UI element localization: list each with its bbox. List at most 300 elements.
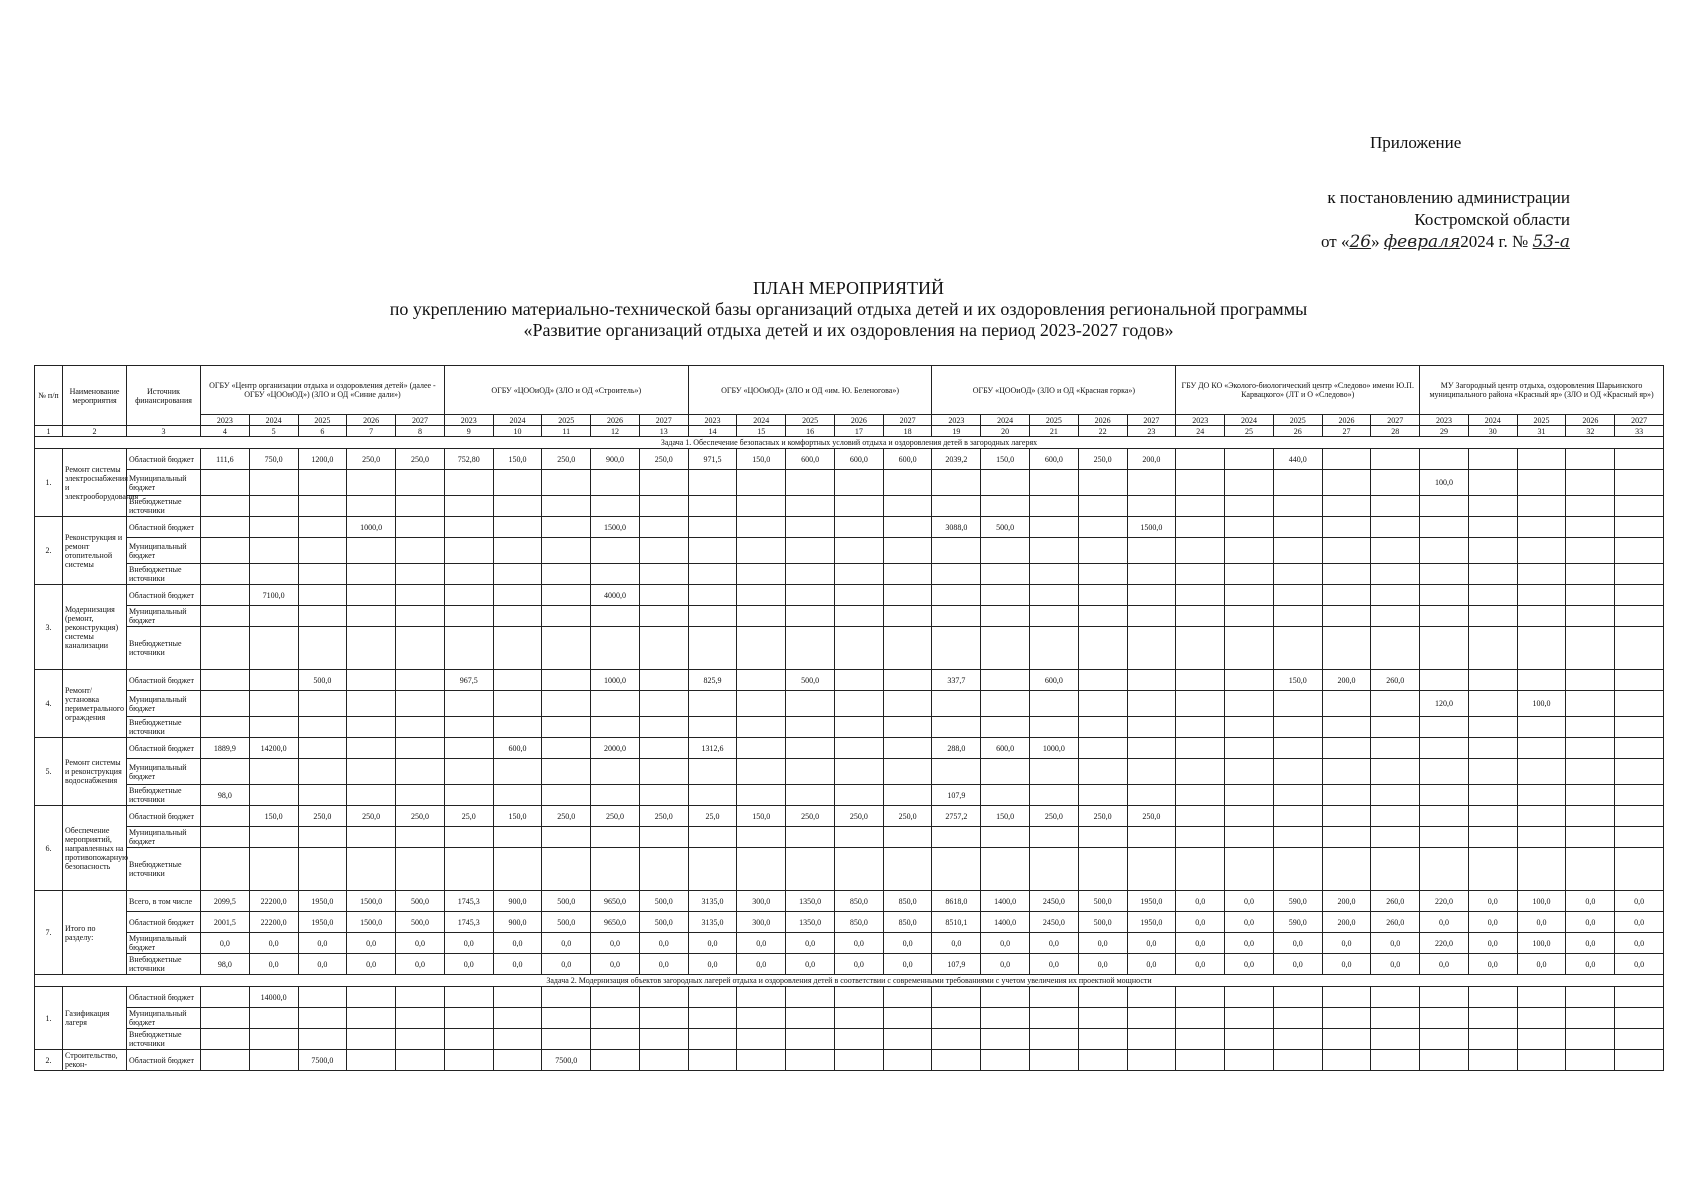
value-cell — [981, 987, 1030, 1008]
funding-source: Внебюджетные источники — [127, 717, 201, 738]
value-cell — [688, 564, 737, 585]
value-cell — [883, 1008, 932, 1029]
value-cell — [1566, 670, 1615, 691]
value-cell — [688, 538, 737, 564]
value-cell — [1371, 496, 1420, 517]
value-cell — [1273, 496, 1322, 517]
value-cell: 0,0 — [493, 933, 542, 954]
value-cell: 0,0 — [981, 954, 1030, 975]
funding-source: Внебюджетные источники — [127, 564, 201, 585]
value-cell — [591, 848, 640, 891]
value-cell — [542, 987, 591, 1008]
value-cell — [639, 538, 688, 564]
value-cell — [639, 627, 688, 670]
value-cell — [1225, 496, 1274, 517]
value-cell — [1371, 1008, 1420, 1029]
value-cell — [1468, 470, 1517, 496]
value-cell: 0,0 — [1420, 912, 1469, 933]
value-cell — [396, 759, 445, 785]
value-cell: 250,0 — [639, 806, 688, 827]
value-cell — [1322, 1008, 1371, 1029]
value-cell — [1371, 449, 1420, 470]
value-cell: 9650,0 — [591, 912, 640, 933]
value-cell: 1000,0 — [1030, 738, 1079, 759]
value-cell: 25,0 — [444, 806, 493, 827]
plan-table-header — [35, 366, 1664, 437]
value-cell — [981, 627, 1030, 670]
value-cell — [201, 759, 250, 785]
value-cell — [786, 470, 835, 496]
value-cell — [201, 987, 250, 1008]
value-cell — [444, 785, 493, 806]
value-cell: 107,9 — [932, 954, 981, 975]
value-cell — [834, 564, 883, 585]
plan-table-body — [35, 437, 1664, 1071]
value-cell — [201, 691, 250, 717]
task-heading: Задача 2. Модернизация объектов загородных лагерей отдыха и оздоровления детей в соответствии с современными требованиями с учетом увеличения их проектной мощности — [35, 975, 1664, 987]
value-cell — [932, 759, 981, 785]
column-number: 5 — [249, 426, 298, 437]
value-cell: 2757,2 — [932, 806, 981, 827]
table-row — [35, 759, 1664, 785]
value-cell — [1273, 517, 1322, 538]
value-cell — [1078, 538, 1127, 564]
value-cell — [1127, 496, 1176, 517]
year-header: 2023 — [444, 415, 493, 426]
value-cell: 1500,0 — [347, 891, 396, 912]
value-cell: 590,0 — [1273, 891, 1322, 912]
value-cell — [1566, 1008, 1615, 1029]
value-cell — [1420, 1050, 1469, 1071]
plan-table — [34, 365, 1664, 1071]
value-cell — [591, 1008, 640, 1029]
value-cell — [1176, 717, 1225, 738]
value-cell — [493, 606, 542, 627]
funding-source: Муниципальный бюджет — [127, 691, 201, 717]
year-header: 2025 — [786, 415, 835, 426]
value-cell — [1615, 848, 1664, 891]
column-number: 4 — [201, 426, 250, 437]
value-cell — [1030, 987, 1079, 1008]
value-cell: 0,0 — [1078, 954, 1127, 975]
value-cell — [1078, 627, 1127, 670]
value-cell: 200,0 — [1322, 912, 1371, 933]
table-row — [35, 670, 1664, 691]
value-cell — [1030, 585, 1079, 606]
value-cell: 150,0 — [737, 806, 786, 827]
table-row — [35, 987, 1664, 1008]
value-cell — [1420, 670, 1469, 691]
value-cell — [1371, 1029, 1420, 1050]
value-cell — [1322, 564, 1371, 585]
value-cell — [249, 827, 298, 848]
value-cell — [1030, 848, 1079, 891]
column-number: 28 — [1371, 426, 1420, 437]
value-cell — [347, 987, 396, 1008]
value-cell — [1273, 827, 1322, 848]
funding-source: Областной бюджет — [127, 912, 201, 933]
column-number: 18 — [883, 426, 932, 437]
value-cell — [981, 691, 1030, 717]
value-cell — [1176, 1008, 1225, 1029]
value-cell — [1468, 806, 1517, 827]
value-cell: 0,0 — [1273, 954, 1322, 975]
value-cell: 1312,6 — [688, 738, 737, 759]
value-cell — [444, 759, 493, 785]
value-cell — [1517, 717, 1566, 738]
value-cell — [591, 538, 640, 564]
value-cell — [737, 670, 786, 691]
value-cell — [737, 1029, 786, 1050]
value-cell — [737, 759, 786, 785]
column-number: 10 — [493, 426, 542, 437]
year-header: 2023 — [932, 415, 981, 426]
value-cell — [1030, 496, 1079, 517]
column-number: 14 — [688, 426, 737, 437]
value-cell — [1127, 717, 1176, 738]
value-cell — [688, 627, 737, 670]
value-cell — [1615, 496, 1664, 517]
value-cell — [1127, 670, 1176, 691]
year-header: 2027 — [883, 415, 932, 426]
value-cell: 98,0 — [201, 954, 250, 975]
value-cell — [1030, 1050, 1079, 1071]
year-header: 2024 — [981, 415, 1030, 426]
value-cell — [298, 517, 347, 538]
value-cell: 0,0 — [1566, 891, 1615, 912]
value-cell: 7500,0 — [542, 1050, 591, 1071]
value-cell — [688, 848, 737, 891]
value-cell — [1468, 848, 1517, 891]
value-cell — [249, 517, 298, 538]
table-row — [35, 717, 1664, 738]
value-cell — [1468, 1050, 1517, 1071]
value-cell: 2000,0 — [591, 738, 640, 759]
value-cell: 0,0 — [688, 954, 737, 975]
year-header: 2024 — [737, 415, 786, 426]
value-cell — [834, 538, 883, 564]
value-cell: 500,0 — [396, 891, 445, 912]
value-cell: 850,0 — [834, 912, 883, 933]
value-cell — [1273, 806, 1322, 827]
value-cell: 14000,0 — [249, 987, 298, 1008]
value-cell — [444, 848, 493, 891]
year-header: 2023 — [1176, 415, 1225, 426]
value-cell — [981, 1050, 1030, 1071]
value-cell — [688, 1008, 737, 1029]
table-row — [35, 848, 1664, 891]
value-cell — [932, 717, 981, 738]
column-number: 23 — [1127, 426, 1176, 437]
value-cell — [786, 691, 835, 717]
column-number: 26 — [1273, 426, 1322, 437]
funding-source: Областной бюджет — [127, 585, 201, 606]
value-cell — [1225, 564, 1274, 585]
value-cell — [201, 848, 250, 891]
value-cell — [1176, 496, 1225, 517]
funding-source: Муниципальный бюджет — [127, 759, 201, 785]
value-cell: 825,9 — [688, 670, 737, 691]
value-cell — [493, 517, 542, 538]
value-cell — [786, 848, 835, 891]
item-number: 7. — [35, 891, 63, 975]
value-cell — [444, 606, 493, 627]
value-cell — [1517, 470, 1566, 496]
value-cell — [201, 1008, 250, 1029]
value-cell: 0,0 — [1176, 891, 1225, 912]
value-cell — [883, 538, 932, 564]
value-cell — [834, 1029, 883, 1050]
value-cell — [298, 585, 347, 606]
value-cell — [591, 1029, 640, 1050]
value-cell — [1127, 564, 1176, 585]
value-cell — [1127, 470, 1176, 496]
value-cell: 1500,0 — [591, 517, 640, 538]
column-number: 16 — [786, 426, 835, 437]
value-cell — [1615, 806, 1664, 827]
value-cell — [737, 627, 786, 670]
value-cell — [1176, 759, 1225, 785]
value-cell — [249, 470, 298, 496]
value-cell — [737, 606, 786, 627]
value-cell — [1517, 564, 1566, 585]
value-cell — [981, 717, 1030, 738]
value-cell — [444, 691, 493, 717]
value-cell: 250,0 — [591, 806, 640, 827]
value-cell — [1468, 717, 1517, 738]
value-cell — [1322, 738, 1371, 759]
item-number: 1. — [35, 449, 63, 517]
value-cell — [444, 1050, 493, 1071]
value-cell — [1615, 717, 1664, 738]
value-cell — [1420, 517, 1469, 538]
value-cell — [1566, 449, 1615, 470]
value-cell — [591, 987, 640, 1008]
value-cell — [1078, 585, 1127, 606]
value-cell — [1225, 606, 1274, 627]
column-number: 1 — [35, 426, 63, 437]
value-cell: 200,0 — [1127, 449, 1176, 470]
org-header: ОГБУ «Центр организации отдыха и оздоровления детей» (далее - ОГБУ «ЦООиОД») (ЗЛО и ОД «Синие дали») — [201, 366, 445, 415]
value-cell — [542, 627, 591, 670]
value-cell — [737, 1008, 786, 1029]
year-header: 2026 — [1078, 415, 1127, 426]
value-cell — [1127, 848, 1176, 891]
value-cell: 900,0 — [493, 912, 542, 933]
value-cell — [1566, 496, 1615, 517]
value-cell — [1517, 785, 1566, 806]
value-cell — [1127, 827, 1176, 848]
value-cell — [1176, 738, 1225, 759]
value-cell — [1322, 785, 1371, 806]
value-cell: 0,0 — [1225, 891, 1274, 912]
column-number: 3 — [127, 426, 201, 437]
value-cell: 971,5 — [688, 449, 737, 470]
value-cell — [1371, 517, 1420, 538]
value-cell — [639, 606, 688, 627]
column-number: 27 — [1322, 426, 1371, 437]
value-cell — [1566, 1029, 1615, 1050]
year-header: 2027 — [1371, 415, 1420, 426]
value-cell: 0,0 — [932, 933, 981, 954]
item-name: Газификация лагеря — [63, 987, 127, 1050]
value-cell — [542, 538, 591, 564]
value-cell — [1371, 848, 1420, 891]
value-cell: 0,0 — [493, 954, 542, 975]
value-cell: 500,0 — [639, 891, 688, 912]
value-cell — [347, 738, 396, 759]
value-cell — [932, 1050, 981, 1071]
value-cell: 1745,3 — [444, 891, 493, 912]
value-cell — [639, 691, 688, 717]
value-cell — [1517, 1008, 1566, 1029]
decree-mid: » — [1371, 232, 1384, 251]
value-cell — [249, 606, 298, 627]
value-cell — [444, 517, 493, 538]
value-cell — [1371, 806, 1420, 827]
value-cell — [444, 1008, 493, 1029]
value-cell — [639, 496, 688, 517]
value-cell — [639, 738, 688, 759]
value-cell: 98,0 — [201, 785, 250, 806]
value-cell — [737, 470, 786, 496]
value-cell — [1176, 449, 1225, 470]
value-cell — [1517, 987, 1566, 1008]
value-cell: 150,0 — [981, 806, 1030, 827]
value-cell: 220,0 — [1420, 933, 1469, 954]
value-cell — [493, 627, 542, 670]
column-number: 29 — [1420, 426, 1469, 437]
value-cell — [1371, 987, 1420, 1008]
value-cell — [639, 585, 688, 606]
value-cell: 100,0 — [1517, 891, 1566, 912]
value-cell: 600,0 — [981, 738, 1030, 759]
value-cell: 0,0 — [981, 933, 1030, 954]
value-cell — [249, 1050, 298, 1071]
value-cell: 100,0 — [1517, 933, 1566, 954]
value-cell: 0,0 — [1468, 891, 1517, 912]
value-cell — [1176, 470, 1225, 496]
value-cell — [347, 785, 396, 806]
value-cell — [1176, 1050, 1225, 1071]
table-row — [35, 785, 1664, 806]
value-cell — [1127, 1008, 1176, 1029]
value-cell — [1176, 627, 1225, 670]
value-cell: 250,0 — [396, 449, 445, 470]
value-cell: 0,0 — [591, 954, 640, 975]
item-number: 6. — [35, 806, 63, 891]
value-cell — [1420, 627, 1469, 670]
table-row — [35, 954, 1664, 975]
value-cell — [1322, 827, 1371, 848]
value-cell: 250,0 — [1078, 449, 1127, 470]
value-cell — [883, 785, 932, 806]
value-cell — [1127, 1029, 1176, 1050]
value-cell — [249, 670, 298, 691]
decree-day: 26 — [1349, 232, 1372, 252]
value-cell — [981, 670, 1030, 691]
value-cell: 0,0 — [737, 954, 786, 975]
value-cell — [981, 759, 1030, 785]
column-number: 17 — [834, 426, 883, 437]
decree-month: февраля — [1383, 232, 1461, 252]
value-cell — [1468, 759, 1517, 785]
value-cell — [1517, 759, 1566, 785]
value-cell — [932, 827, 981, 848]
value-cell — [981, 496, 1030, 517]
value-cell — [298, 1008, 347, 1029]
value-cell: 0,0 — [1225, 954, 1274, 975]
item-name: Обеспечение мероприятий, направленных на противопожарную безопасность — [63, 806, 127, 891]
value-cell — [786, 606, 835, 627]
value-cell — [834, 848, 883, 891]
value-cell — [1468, 785, 1517, 806]
value-cell — [249, 717, 298, 738]
value-cell: 3088,0 — [932, 517, 981, 538]
value-cell — [444, 538, 493, 564]
value-cell: 0,0 — [1176, 954, 1225, 975]
column-number: 13 — [639, 426, 688, 437]
value-cell: 0,0 — [1030, 954, 1079, 975]
value-cell — [444, 827, 493, 848]
value-cell — [883, 517, 932, 538]
value-cell: 250,0 — [1127, 806, 1176, 827]
value-cell — [1176, 670, 1225, 691]
item-number: 1. — [35, 987, 63, 1050]
value-cell — [347, 827, 396, 848]
value-cell — [201, 470, 250, 496]
value-cell: 0,0 — [444, 954, 493, 975]
value-cell: 0,0 — [1615, 933, 1664, 954]
value-cell — [639, 848, 688, 891]
value-cell: 500,0 — [396, 912, 445, 933]
value-cell — [737, 987, 786, 1008]
value-cell — [1030, 691, 1079, 717]
value-cell: 0,0 — [1273, 933, 1322, 954]
value-cell — [1566, 987, 1615, 1008]
value-cell — [1322, 627, 1371, 670]
value-cell — [1030, 538, 1079, 564]
value-cell — [1176, 848, 1225, 891]
value-cell — [639, 827, 688, 848]
value-cell — [396, 691, 445, 717]
value-cell — [834, 627, 883, 670]
value-cell — [1566, 538, 1615, 564]
value-cell — [493, 717, 542, 738]
value-cell — [1322, 470, 1371, 496]
value-cell — [1517, 670, 1566, 691]
value-cell: 250,0 — [347, 449, 396, 470]
value-cell — [444, 987, 493, 1008]
value-cell — [1176, 987, 1225, 1008]
value-cell — [1078, 691, 1127, 717]
value-cell: 0,0 — [1127, 954, 1176, 975]
value-cell — [786, 496, 835, 517]
value-cell — [1176, 1029, 1225, 1050]
value-cell — [1273, 564, 1322, 585]
value-cell: 0,0 — [249, 933, 298, 954]
value-cell — [201, 1029, 250, 1050]
value-cell — [1225, 1029, 1274, 1050]
value-cell: 0,0 — [1566, 912, 1615, 933]
value-cell: 300,0 — [737, 891, 786, 912]
value-cell — [347, 606, 396, 627]
value-cell — [737, 1050, 786, 1071]
value-cell — [1468, 585, 1517, 606]
value-cell — [1176, 691, 1225, 717]
value-cell — [1176, 517, 1225, 538]
value-cell: 288,0 — [932, 738, 981, 759]
